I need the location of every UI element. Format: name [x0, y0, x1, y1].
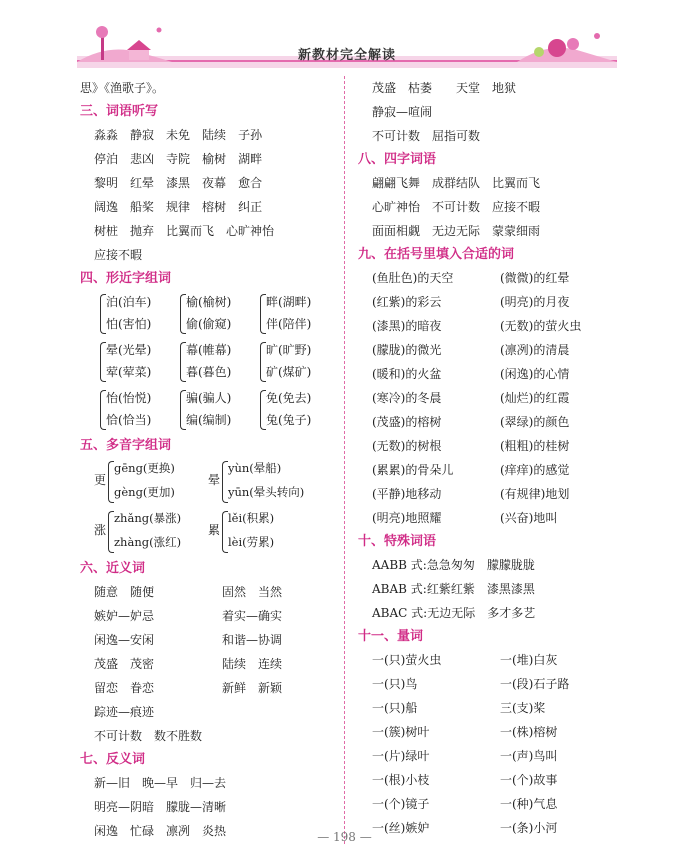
fill-row: (茂盛)的榕树 (翠绿)的颜色 [372, 415, 570, 429]
synonym-row: 随意 随便 固然 当然 [94, 585, 283, 599]
word-row: 应接不暇 [94, 248, 143, 262]
measure-row: 一(丝)嫉妒 一(条)小河 [372, 821, 558, 835]
section-heading: 九、在括号里填入合适的词 [358, 247, 515, 262]
measure-row: 一(只)船 三(支)桨 [372, 701, 546, 715]
column-divider [344, 76, 345, 844]
antonym-row: 静寂—喧闹 [372, 105, 433, 119]
synonym-row: 茂盛 茂密 陆续 连续 [94, 657, 283, 671]
measure-row: 一(只)鸟 一(段)石子路 [372, 677, 570, 691]
fill-row: (朦胧)的微光 (凛冽)的清晨 [372, 343, 570, 357]
fill-row: (鱼肚色)的天空 (微微)的红晕 [372, 271, 570, 285]
synonym-row: 闲逸—安闲 和谐—协调 [94, 633, 283, 647]
pattern-row: ABAB 式:红紫红紫 漆黑漆黑 [372, 582, 535, 596]
fill-row: (暖和)的火盆 (闲逸)的心情 [372, 367, 570, 381]
section-heading: 七、反义词 [80, 752, 146, 767]
section-heading: 十、特殊词语 [358, 534, 437, 549]
fill-row: (累累)的骨朵儿 (痒痒)的感觉 [372, 463, 570, 477]
fill-row: (寒冷)的冬晨 (灿烂)的红霞 [372, 391, 570, 405]
section-heading: 四、形近字组词 [80, 271, 172, 286]
polyphone-group: 更 gēng(更换) gèng(更加) [94, 457, 222, 505]
fill-row: (无数)的树根 (粗粗)的桂树 [372, 439, 570, 453]
synonym-row: 踪迹—痕迹 [94, 705, 155, 719]
right-column [358, 76, 618, 840]
section-heading: 六、近义词 [80, 561, 146, 576]
measure-row: 一(簇)树叶 一(株)榕树 [372, 725, 558, 739]
pattern-row: AABB 式:急急匆匆 朦朦胧胧 [372, 558, 535, 572]
synonym-row: 不可计数 数不胜数 [94, 729, 203, 743]
polyphone-groups [80, 457, 340, 557]
polyphone-group: 晕 yùn(晕船) yūn(晕头转向) [208, 457, 336, 505]
pattern-row: ABAC 式:无边无际 多才多艺 [372, 606, 536, 620]
similar-char-groups: 泊(泊车) 怕(害怕) 榆(榆树) 偷(偷窥) 畔(湖畔) 伴(陪伴) 晕(光晕) 荤(荤菜) 幕(帷幕) 暮(暮色) 旷(旷野) 矿(煤矿) 怡(怡悦) 恰(恰当) 骗(骗人) 编(编制) 免(免去) 兔(兔子) [80, 290, 340, 434]
antonym-row: 闲逸 忙碌 凛冽 炎热 [94, 824, 227, 838]
left-column [80, 76, 340, 843]
fill-row: (漆黑)的暗夜 (无数)的萤火虫 [372, 319, 582, 333]
measure-row: 一(根)小枝 一(个)故事 [372, 773, 558, 787]
antonym-row: 茂盛 枯萎 天堂 地狱 [372, 81, 517, 95]
antonym-row: 新—旧 晚—早 归—去 [94, 776, 227, 790]
continuation-line: 思》《渔歌子》。 [80, 81, 165, 95]
polyphone-group: 涨 zhǎng(暴涨) zhàng(涨红) [94, 507, 222, 555]
word-row: 阔逸 船桨 规律 榕树 纠正 [94, 200, 263, 214]
idiom-row: 心旷神怡 不可计数 应接不暇 [372, 200, 541, 214]
synonym-row: 留恋 眷恋 新鲜 新颖 [94, 681, 283, 695]
fill-row: (明亮)地照耀 (兴奋)地叫 [372, 511, 558, 525]
fill-row: (红紫)的彩云 (明亮)的月夜 [372, 295, 570, 309]
word-row: 淼淼 静寂 未免 陆续 子孙 [94, 128, 263, 142]
word-row: 黎明 红晕 漆黑 夜幕 愈合 [94, 176, 263, 190]
section-heading: 三、词语听写 [80, 104, 159, 119]
fill-row: (平静)地移动 (有规律)地划 [372, 487, 570, 501]
measure-row: 一(只)萤火虫 一(堆)白灰 [372, 653, 558, 667]
measure-row: 一(个)镜子 一(种)气息 [372, 797, 558, 811]
page-number: — 198 — [317, 830, 372, 844]
idiom-row: 面面相觑 无边无际 蒙蒙细雨 [372, 224, 541, 238]
antonym-row: 明亮—阴暗 朦胧—清晰 [94, 800, 227, 814]
section-heading: 五、多音字组词 [80, 438, 172, 453]
word-row: 树桩 抛弃 比翼而飞 心旷神怡 [94, 224, 275, 238]
polyphone-group: 累 lěi(积累) lèi(劳累) [208, 507, 336, 555]
section-heading: 八、四字词语 [358, 152, 437, 167]
header-title: 新教材完全解读 [297, 48, 396, 63]
measure-row: 一(片)绿叶 一(声)鸟叫 [372, 749, 558, 763]
antonym-row: 不可计数 屈指可数 [372, 129, 481, 143]
synonym-row: 嫉妒—妒忌 着实—确实 [94, 609, 283, 623]
word-row: 停泊 悲凶 寺院 榆树 湖畔 [94, 152, 263, 166]
page-header-banner [77, 22, 617, 68]
section-heading: 十一、量词 [358, 629, 424, 644]
idiom-row: 翩翩飞舞 成群结队 比翼而飞 [372, 176, 541, 190]
